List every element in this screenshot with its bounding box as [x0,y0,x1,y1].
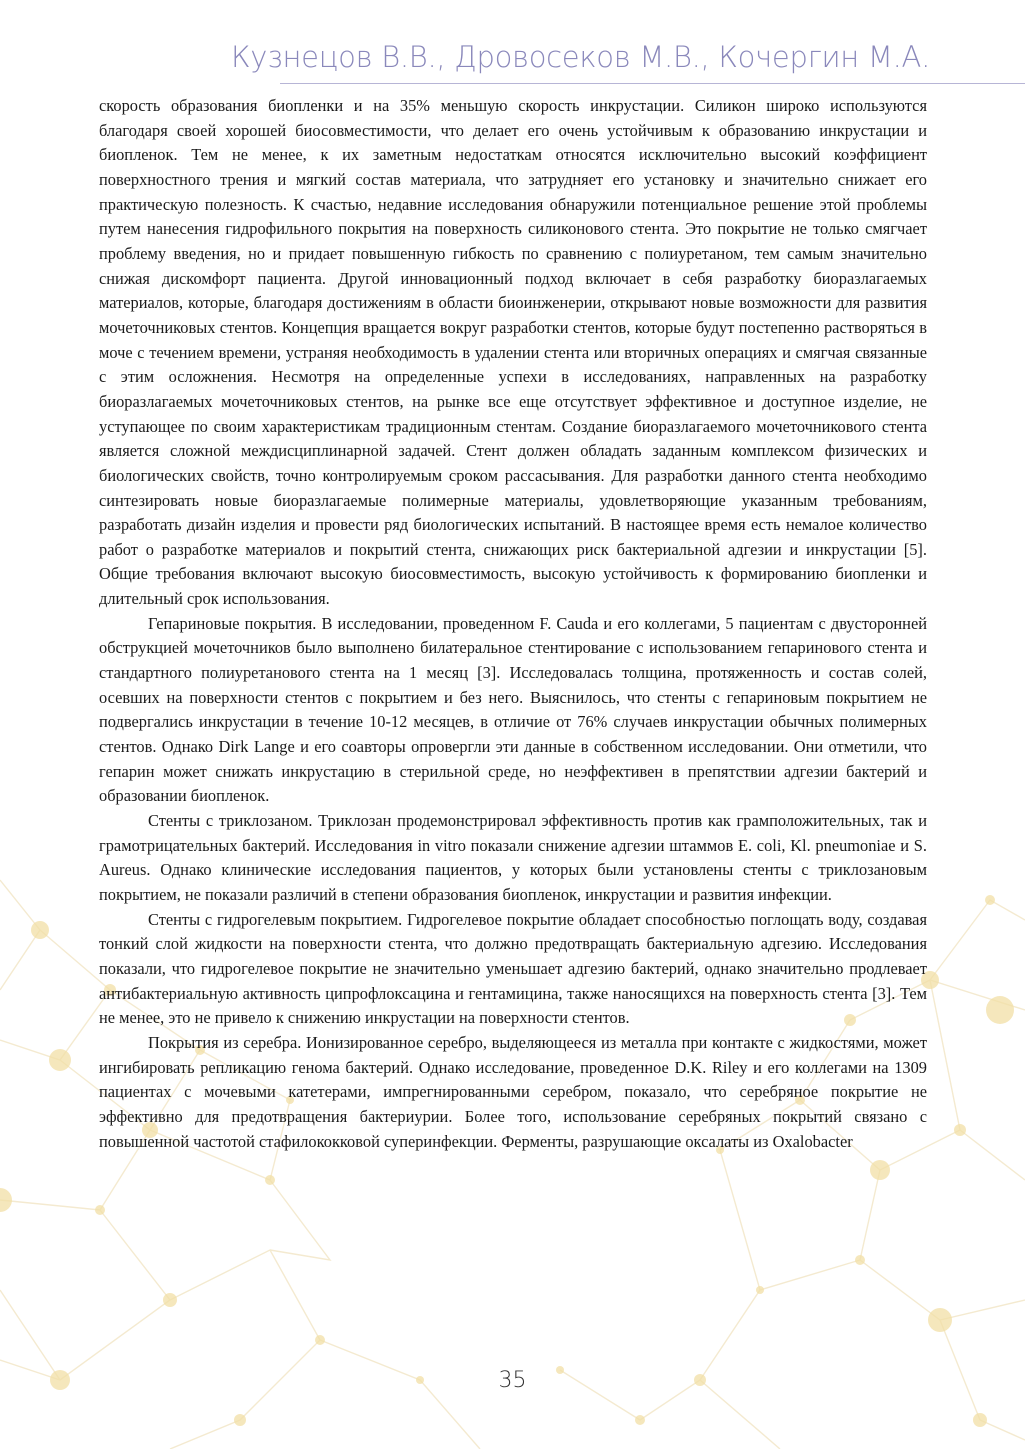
body-paragraph-hydrogel: Стенты с гидрогелевым покрытием. Гидрогелевое покрытие обладает способностью поглощать воду, создавая тонкий слой жидкости на поверхности стента, что должно предотвращать бактериальную адгезию. Исследования показали, что гидрогелевое покрытие не значительно уменьшает адгезию бактерий, однако значительно продлевает антибактериальную активность ципрофлоксацина и гентамицина, также наносящихся на поверхность стента [3]. Тем не менее, это не привело к снижению инкрустации на поверхности стентов. [99,909,927,1028]
header-divider [280,83,1025,84]
body-paragraph-1: скорость образования биопленки и на 35% меньшую скорость инкрустации. Силикон широко используются благодаря своей хорошей биосовместимости, что делает его очень устойчивым к образованию инкрустации и биопленок. Тем не менее, к их заметным недостаткам относятся исключительно высокий коэффициент поверхностного трения и мягкий состав материала, что затрудняет его установку и значительно снижает его практическую полезность. К счастью, недавние исследования обнаружили потенциальное решение этой проблемы путем нанесения гидрофильного покрытия на поверхность силиконового стента. Это покрытие не только смягчает проблему введения, но и придает повышенную гибкость по сравнению с полиуретаном, тем самым значительно снижая дискомфорт пациента. Другой инновационный подход включает в себя разработку биоразлагаемых материалов, которые, благодаря достижениям в области биоинженерии, открывают новые возможности для развития мочеточниковых стентов. Концепция вращается вокруг разработки стентов, которые будут постепенно растворяться в моче с течением времени, устраняя необходимость в удалении стента или вторичных операциях и смягчая связанные с этим осложнения. Несмотря на определенные успехи в исследованиях, направленных на разработку биоразлагаемых мочеточниковых стентов, на рынке все еще отсутствует эффективное и доступное изделие, не уступающее по своим характеристикам традиционным стентам. Создание биоразлагаемого мочеточникового стента является сложной междисциплинарной задачей. Стент должен обладать заданным комплексом физических и биологических свойств, точно контролируемым сроком рассасывания. Для разработки данного стента необходимо синтезировать новые биоразлагаемые полимерные материалы, удовлетворяющие указанным требованиям, разработать дизайн изделия и провести ряд биологических испытаний. В настоящее время есть немалое количество работ о разработке материалов и покрытий стента, снижающих риск бактериальной адгезии и инкрустации [5]. Общие требования включают высокую биосовместимость, высокую устойчивость к формированию биопленки и длительный срок использования. [99,96,927,609]
body-paragraph-triclosan: Стенты с триклозаном. Триклозан продемонстрировал эффективность против как грамположительных, так и грамотрицательных бактерий. Исследования in vitro показали снижение адгезии штаммов E. coli, Kl. pneumoniae и S. Aureus. Однако клинические исследования пациентов, у которых были установлены стенты с триклозановым покрытием, не показали различий в степени образования биопленок, инкрустации и развития инфекции. [99,811,927,904]
running-header-authors: Кузнецов В.В., Дровосеков М.В., Кочергин М.А. [231,40,930,74]
article-body [99,94,927,1154]
page-number: 35 [498,1368,527,1393]
body-paragraph-heparin: Гепариновые покрытия. В исследовании, проведенном F. Cauda и его коллегами, 5 пациентам с двусторонней обструкцией мочеточников было выполнено билатеральное стентирование с использованием гепаринового стента и стандартного полиуретанового стента на 1 месяц [3]. Исследовалась толщина, протяженность и состав солей, осевших на поверхности стентов с покрытием и без него. Выяснилось, что стенты с гепариновым покрытием не подвергались инкрустации в течение 10-12 месяцев, в отличие от 76% случаев инкрустации обычных полимерных стентов. Однако Dirk Lange и его соавторы опровергли эти данные в собственном исследовании. Они отметили, что гепарин может снижать инкрустацию в стерильной среде, но неэффективен в препятствии адгезии бактерий и образовании биопленок. [99,613,927,806]
body-paragraph-silver: Покрытия из серебра. Ионизированное серебро, выделяющееся из металла при контакте с жидкостями, может ингибировать репликацию генома бактерий. Однако исследование, проведенное D.K. Riley и его коллегами на 1309 пациентах с мочевыми катетерами, импрегнированными серебром, показало, что серебряное покрытие не эффективно для предотвращения бактериурии. Более того, использование серебряных покрытий связано с повышенной частотой стафилококковой суперинфекции. Ферменты, разрушающие оксалаты из Oxalobacter [99,1032,927,1151]
